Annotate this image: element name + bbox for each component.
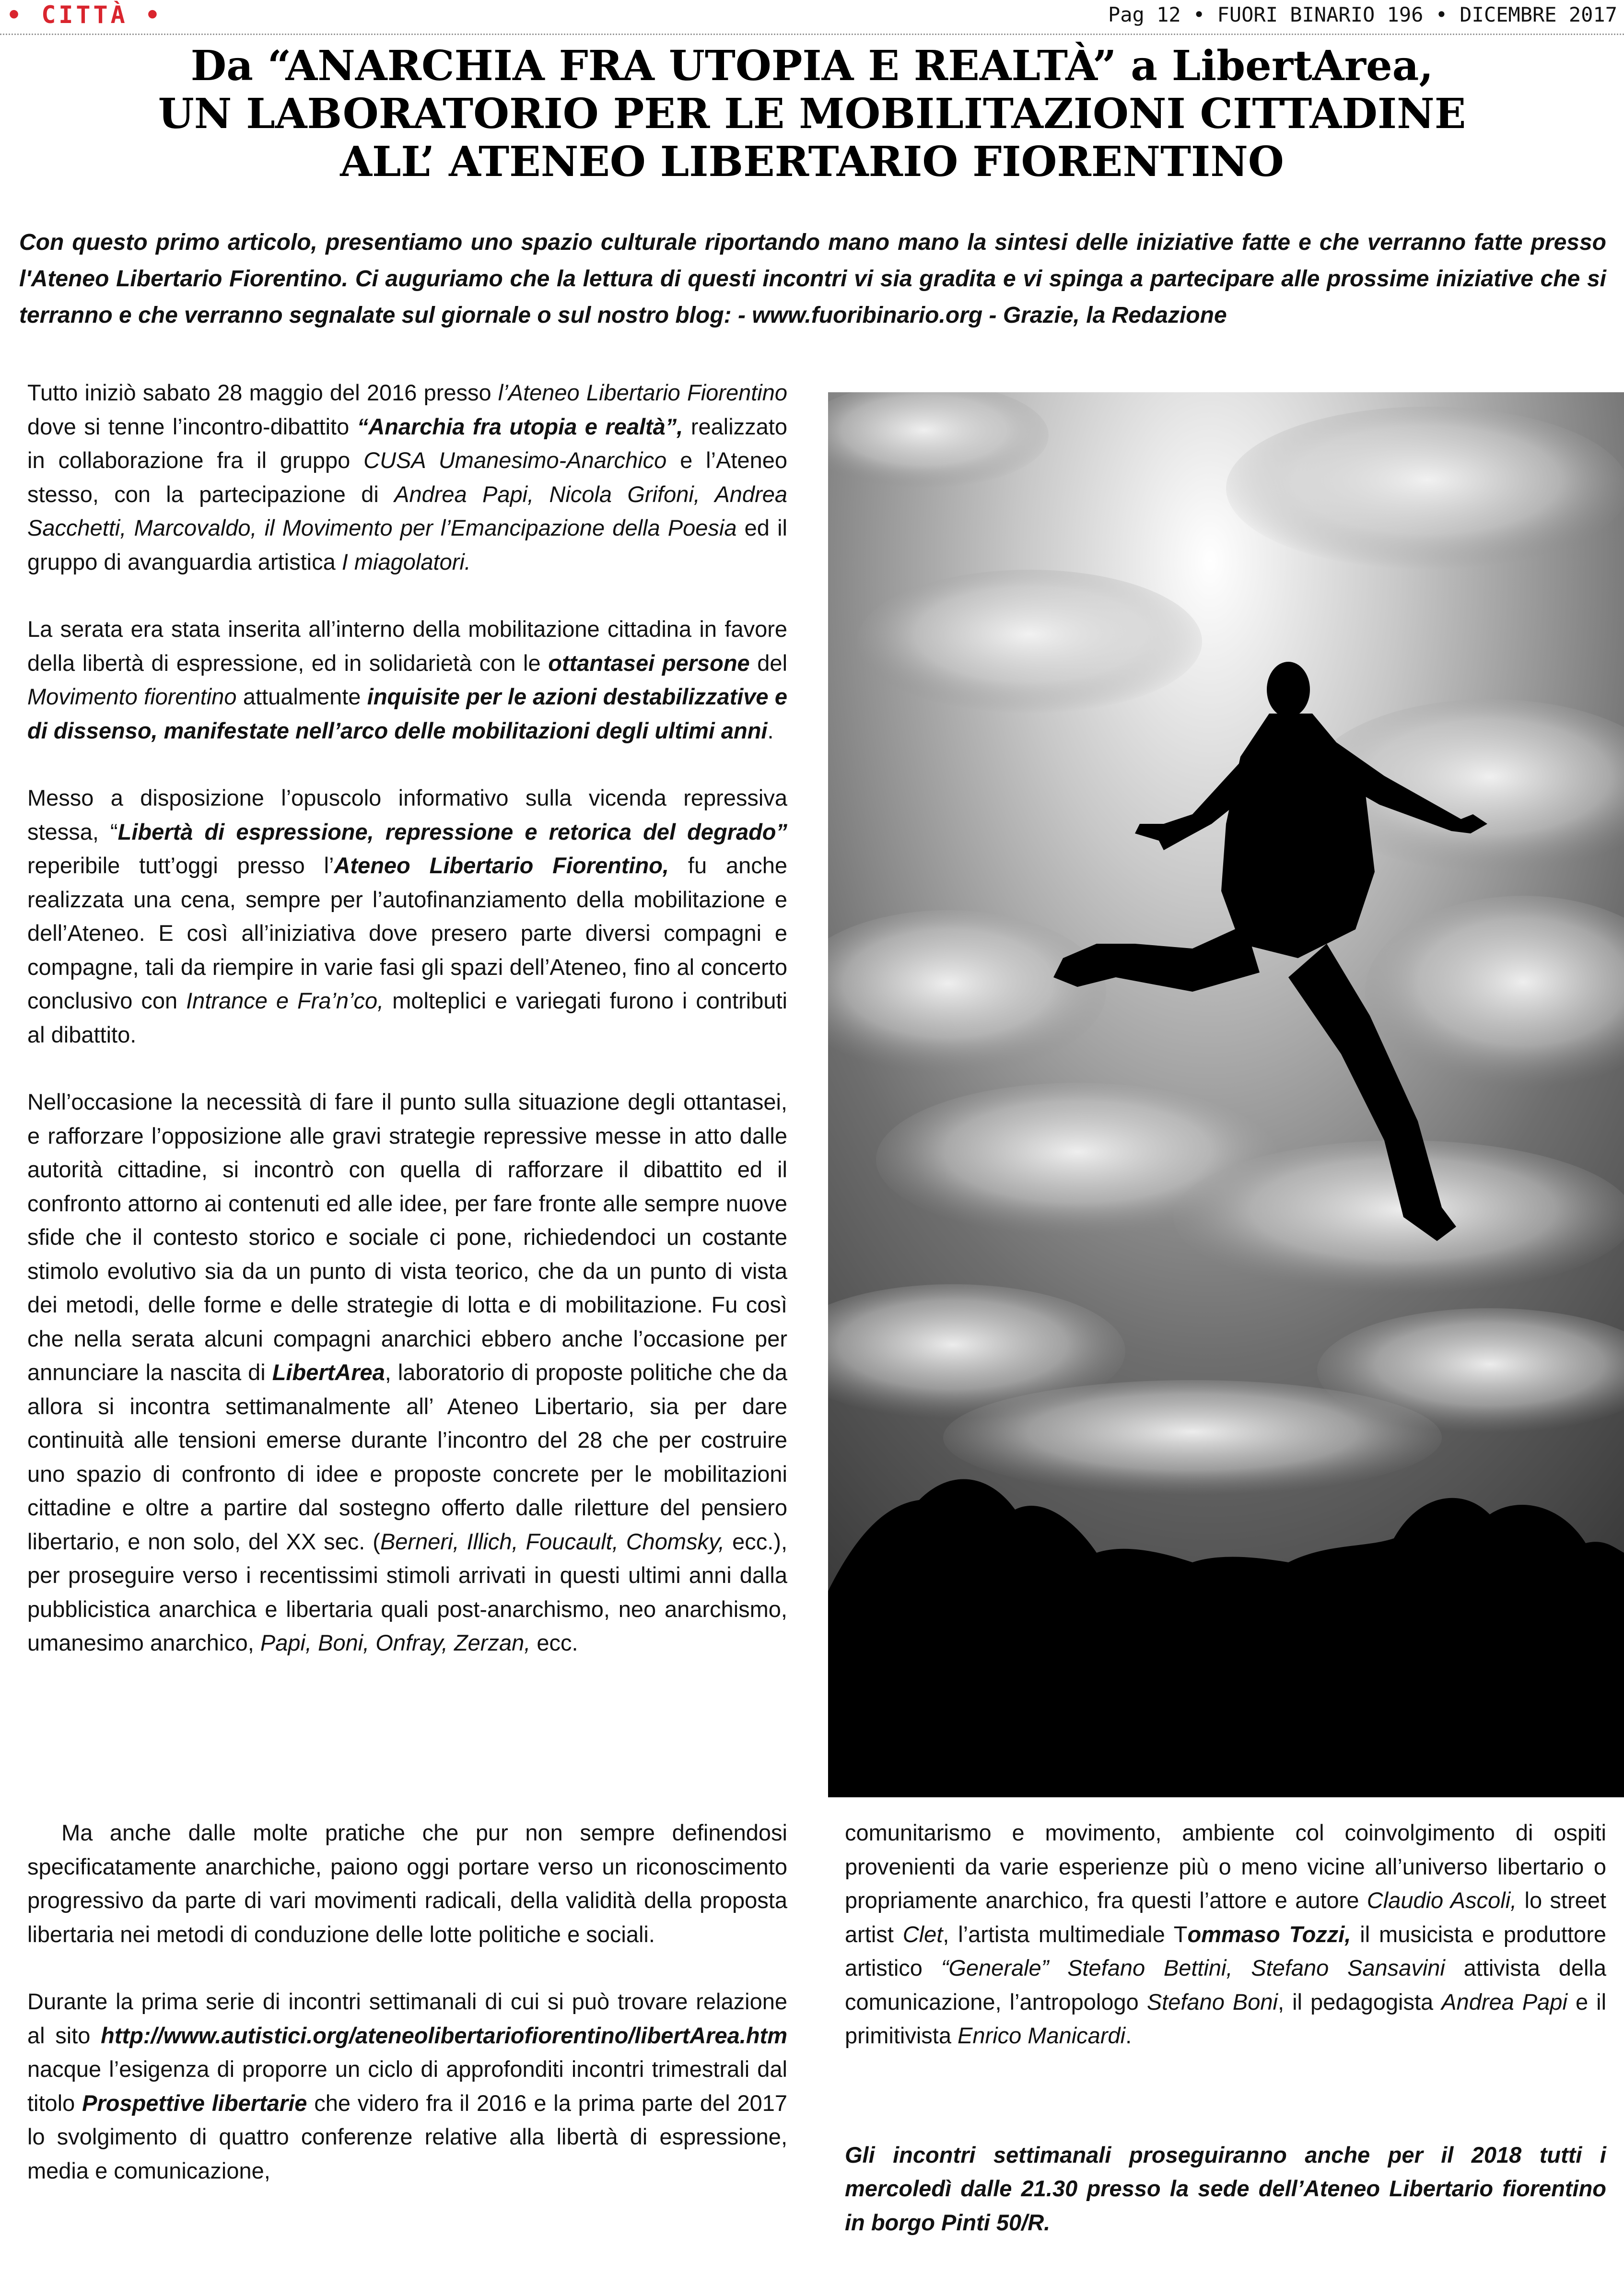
text: comunitarismo e movimento, ambiente col coinvolgimento di ospiti provenienti da varie esperienze più o meno vicine all’universo libertario o propriamente anarchico, fra questi l’attore e autore <box>845 1820 1606 1913</box>
headline <box>0 42 1624 186</box>
paragraph-1 <box>27 376 787 579</box>
text: reperibile tutt’oggi presso l’ <box>27 853 334 878</box>
text: , laboratorio di proposte politiche che da allora si incontra settimanalmente all’ Ateneo Libertario, sia per dare continuità alle tensioni emerse durante l’incontro del 28 che per costruire uno spazio di confronto di idee e proposte concrete per le mobilitazioni cittadine e oltre a partire dal sostegno offerto dalle riletture del pensiero libertario, e non solo, del XX sec. ( <box>27 1359 787 1554</box>
text: Stefano Boni <box>1146 1989 1278 2015</box>
text: Clet <box>902 1921 943 1947</box>
text: Nell’occasione la necessità di fare il punto sulla situazione degli ottantasei, e rafforzare l’opposizione alle gravi strategie repressive messe in atto dalle autorità cittadine, si incontrò con quella di rafforzare il dibattito ed il confronto attorno ai contenuti ed alle idee, per fare fronte alle sempre nuove sfide che il contesto storico e sociale ci pone, richiedendoci un costante stimolo evolutivo sia da un punto di vista teorico, che da un punto di vista dei metodi, delle forme e delle strategie di lotta e di mobilitazione. Fu così che nella serata alcuni compagni anarchici ebbero anche l’occasione per annunciare la nascita di <box>27 1089 787 1385</box>
text: e il primitivista <box>845 1989 1607 2048</box>
text: LibertArea <box>272 1359 385 1385</box>
text: fu anche realizzata una cena, sempre per l’autofinanziamento della mobilitazione e dell’Ateneo. E così all’iniziativa dove presero parte diversi compagni e compagne, tali da riempire in varie fasi gli spazi dell’Ateneo, fino al concerto conclusivo con <box>27 853 787 1013</box>
text: lo street artist <box>845 1887 1606 1947</box>
paragraph-7 <box>845 1816 1606 2053</box>
text: del <box>749 650 788 676</box>
text: Berneri, Illich, Foucault, Chomsky, <box>380 1528 725 1554</box>
text: ed il gruppo di avanguardia artistica <box>27 515 788 574</box>
page-header <box>0 0 1624 35</box>
website-link[interactable]: http://www.autistici.org/ateneolibertariofiorentino/libertArea.htm <box>101 2022 787 2048</box>
headline-line-3: ALL’ ATENEO LIBERTARIO FIORENTINO <box>340 138 1284 186</box>
text: nacque l’esigenza di proporre un ciclo di approfonditi incontri trimestrali dal titolo <box>27 2056 787 2116</box>
paragraph-2 <box>27 612 787 748</box>
text: inquisite per le azioni destabilizzative e di dissenso, manifestate nell’arco delle mobilitazioni degli ultimi anni <box>27 684 788 743</box>
closing-note: Gli incontri settimanali proseguiranno anche per il 2018 tutti i mercoledì dalle 21.30 presso la sede dell’Ateneo Libertario fiorentino in borgo Pinti 50/R. <box>845 2142 1606 2235</box>
text: “Generale” Stefano Bettini, Stefano Sansavini <box>941 1955 1445 1980</box>
text: Claudio Ascoli, <box>1367 1887 1517 1913</box>
text: e l’Ateneo stesso, con la partecipazione di <box>27 447 787 507</box>
text: . <box>1125 2023 1132 2048</box>
text: , l’artista multimediale T <box>943 1921 1188 1947</box>
text: l’Ateneo Libertario Fiorentino <box>498 380 787 405</box>
text: Tutto iniziò sabato 28 maggio del 2016 presso <box>27 380 498 405</box>
text: Ma anche dalle molte pratiche che pur non sempre definendosi specificatamente anarchiche, paiono oggi portare verso un riconoscimento progressivo da parte di vari movimenti radicali, della validità della proposta libertaria nei metodi di conduzione delle lotte politiche e sociali. <box>27 1820 787 1947</box>
text: Intrance e Fra’n’co, <box>186 988 384 1013</box>
paragraph-5 <box>27 1816 787 1951</box>
text: La serata era stata inserita all’interno della mobilitazione cittadina in favore della libertà di espressione, ed in solidarietà con le <box>27 616 787 676</box>
text: realizzato in collaborazione fra il gruppo <box>27 413 787 473</box>
left-column-bottom <box>27 1816 787 2221</box>
text: , il pedagogista <box>1277 1989 1442 2015</box>
lede: Con questo primo articolo, presentiamo uno spazio culturale riportando mano mano la sintesi delle iniziative fatte e che verranno fatte presso l'Ateneo Libertario Fiorentino. Ci auguriamo che la lettura di questi incontri vi sia gradita e vi spinga a partecipare alle prossime iniziative che si terranno e che verranno segnalate sul giornale o sul nostro blog: - www.fuoribinario.org - Grazie, la Redazione <box>19 230 1606 328</box>
text: molteplici e variegati furono i contributi al dibattito. <box>27 988 787 1047</box>
text: il musicista e produttore artistico <box>845 1921 1606 1980</box>
text: attualmente <box>236 684 367 709</box>
text: Enrico Manicardi <box>958 2023 1126 2048</box>
paragraph-6 <box>27 1985 787 2188</box>
text: ottantasei persone <box>548 650 750 676</box>
text: Ateneo Libertario Fiorentino, <box>334 853 669 878</box>
text: ecc.), per proseguire verso i recentissimi stimoli arrivati in questi ultimi anni dalla pubblicistica anarchica e libertaria quali post-anarchismo, neo anarchismo, umanesimo anarchico, <box>27 1528 787 1655</box>
text: Papi, Boni, Onfray, Zerzan, <box>260 1630 531 1655</box>
text: Andrea Papi, Nicola Grifoni, Andrea Sacchetti, Marcovaldo, il Movimento per l’Emancipazione della Poesia <box>27 481 787 540</box>
text: “Anarchia fra utopia e realtà”, <box>357 413 683 439</box>
text: Andrea Papi <box>1441 1989 1567 2015</box>
text: CUSA Umanesimo-Anarchico <box>363 447 667 473</box>
right-column-bottom <box>845 1816 1606 2273</box>
paragraph-4 <box>27 1085 787 1660</box>
headline-line-1: Da “ANARCHIA FRA UTOPIA E REALTÀ” a LibertArea, <box>190 42 1434 90</box>
section-tag: • CITTÀ • <box>7 1 163 29</box>
headline-line-2: UN LABORATORIO PER LE MOBILITAZIONI CITTADINE <box>158 90 1466 138</box>
photo-graphic <box>828 392 1624 1797</box>
text: ecc. <box>530 1630 578 1655</box>
text: che videro fra il 2016 e la prima parte del 2017 lo svolgimento di quattro conferenze relative alla libertà di espressione, media e comunicazione, <box>27 2090 787 2183</box>
photo-jumping-silhouette <box>828 392 1624 1797</box>
text: Movimento fiorentino <box>27 684 237 709</box>
text: Durante la prima serie di incontri settimanali di cui si può trovare relazione al sito <box>27 1989 787 2048</box>
text: dove si tenne l’incontro-dibattito <box>27 413 357 439</box>
paragraph-3 <box>27 781 787 1052</box>
text: . <box>767 717 774 743</box>
text: attivista della comunicazione, l’antropologo <box>845 1955 1606 2015</box>
text: ommaso Tozzi, <box>1187 1921 1351 1947</box>
text: Prospettive libertarie <box>82 2090 307 2116</box>
text: Libertà di espressione, repressione e retorica del degrado” <box>117 819 788 844</box>
left-column-top <box>27 376 787 1694</box>
page-info: Pag 12 • FUORI BINARIO 196 • DICEMBRE 2017 <box>1108 3 1617 26</box>
text: Messo a disposizione l’opuscolo informativo sulla vicenda repressiva stessa, “ <box>27 785 787 844</box>
text: I miagolatori. <box>341 549 471 574</box>
